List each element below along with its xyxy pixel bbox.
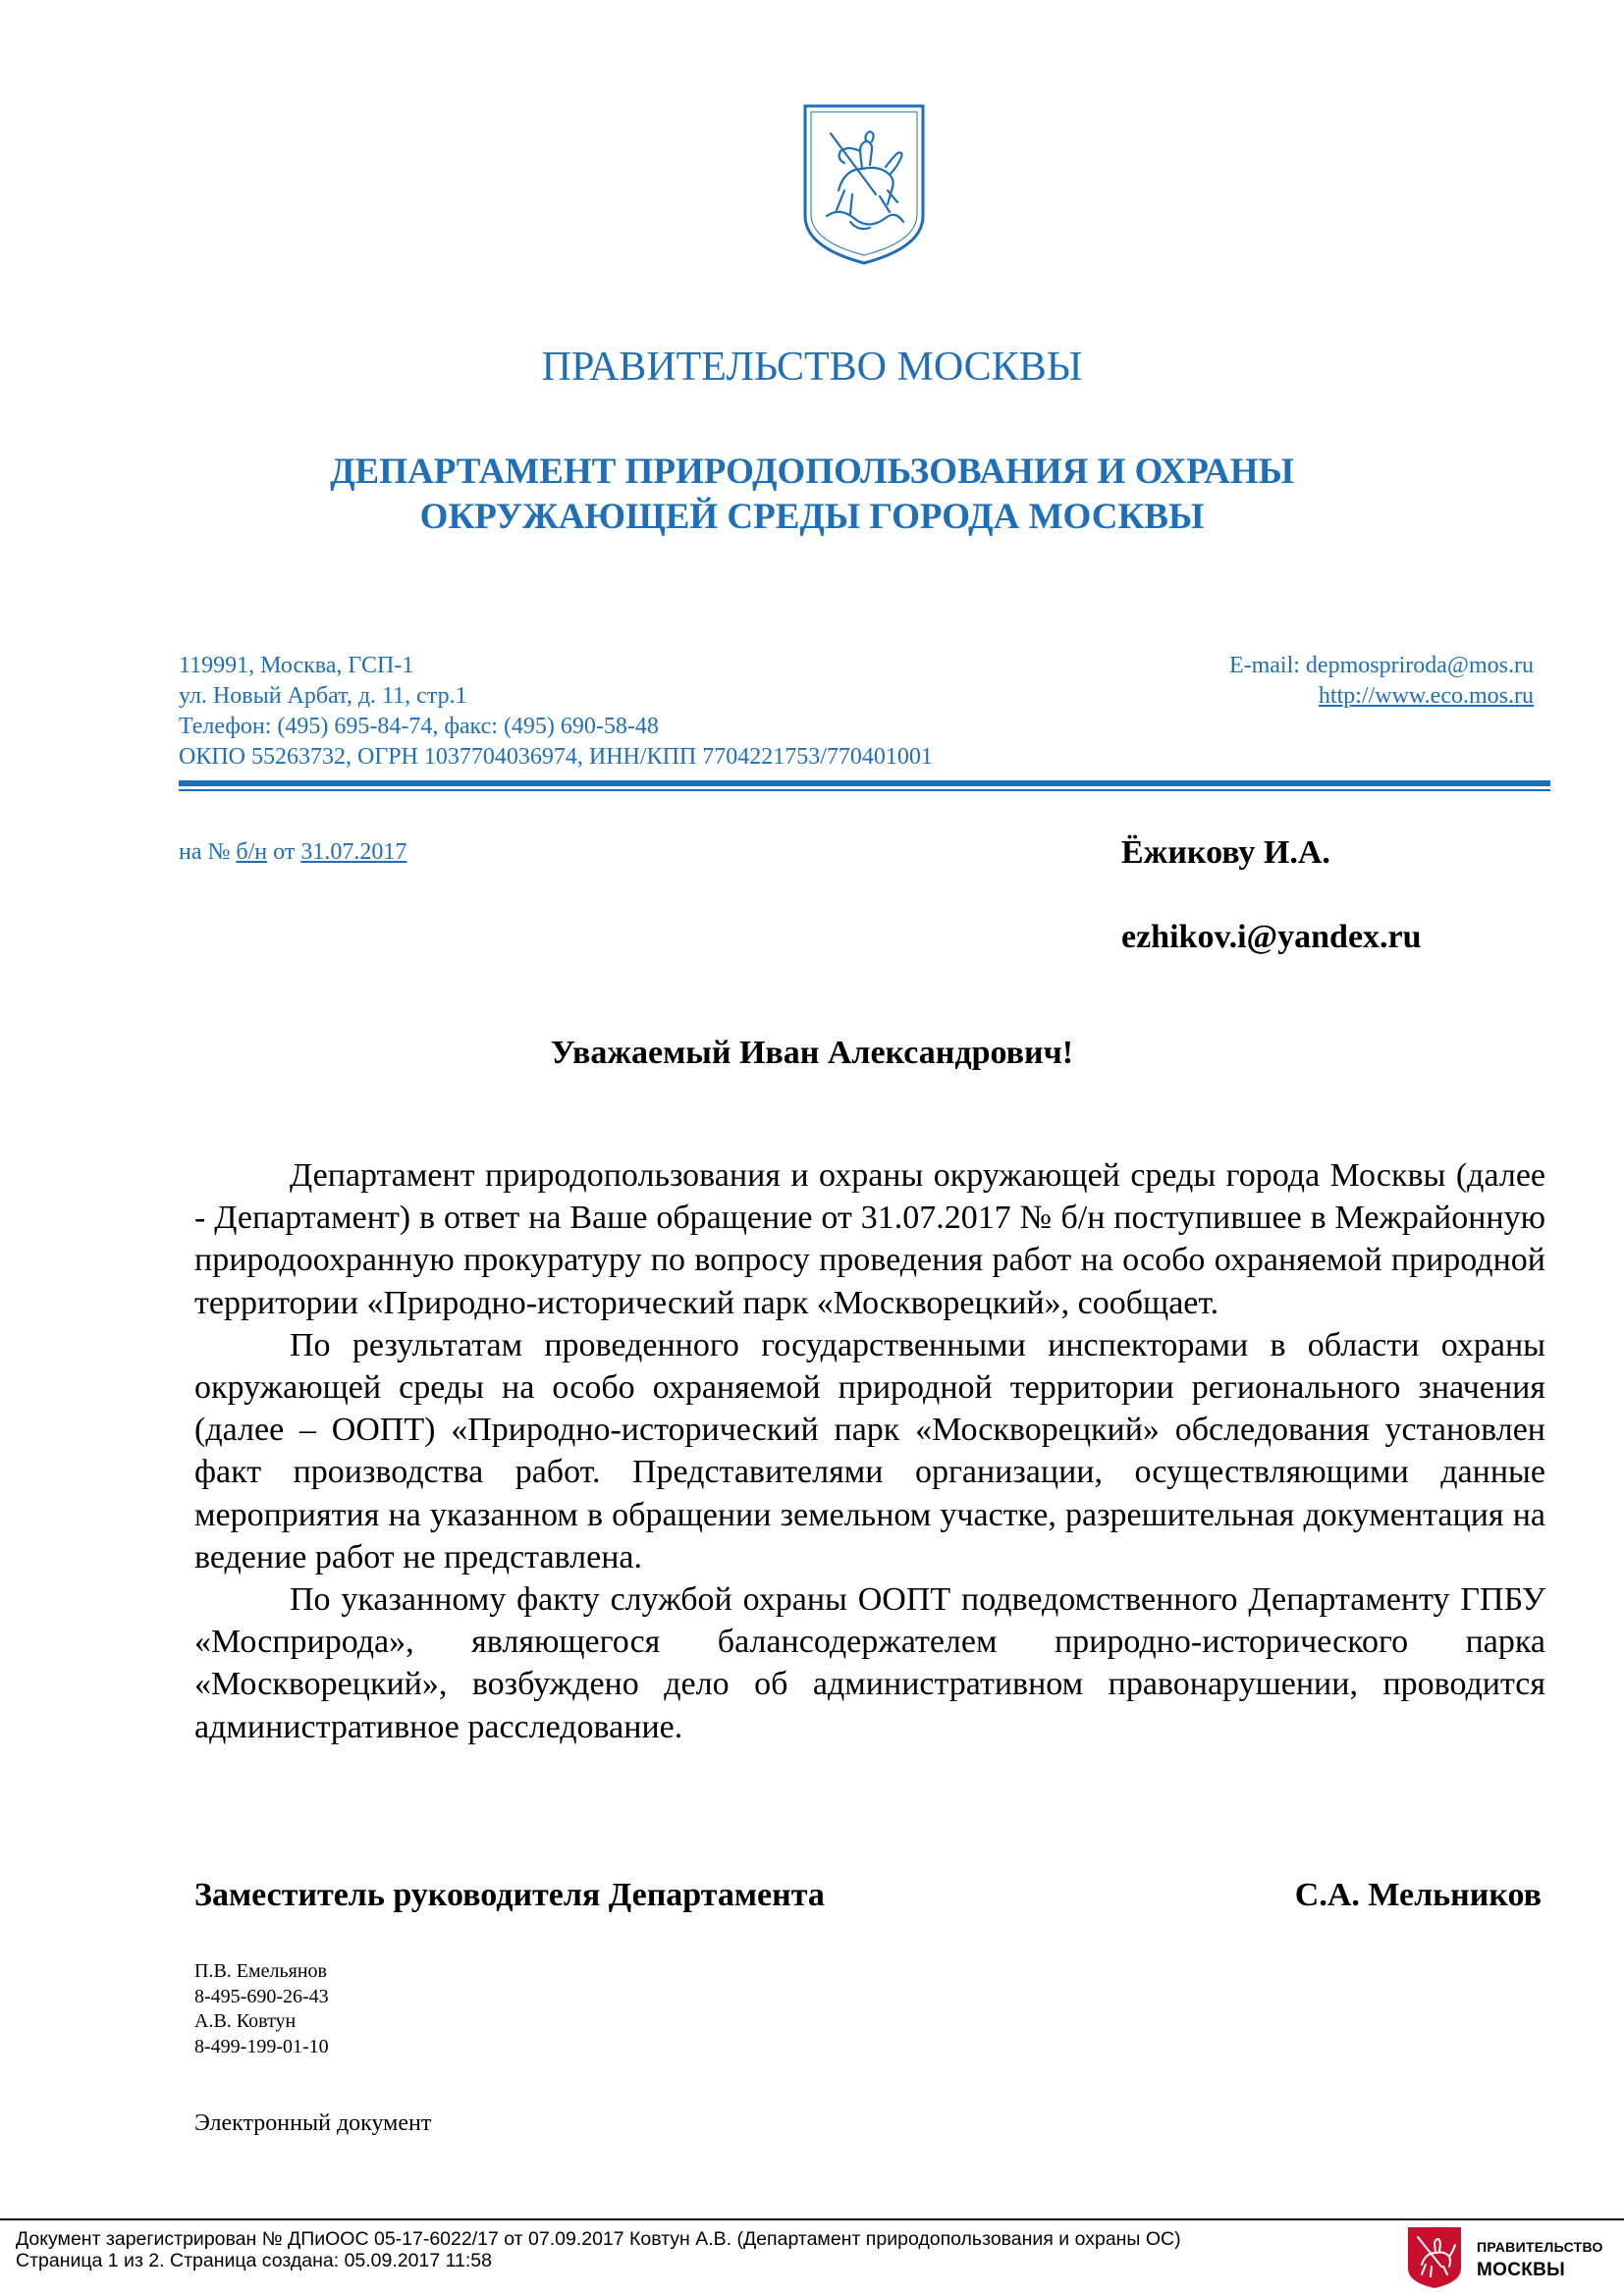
- registration-codes-line: ОКПО 55263732, ОГРН 1037704036974, ИНН/КПП 7704221753/770401001: [179, 744, 933, 770]
- reference-number: б/н: [236, 839, 268, 865]
- reference-prefix: на: [179, 839, 202, 865]
- email-text: E-mail: depmospriroda@mos.ru: [1228, 653, 1534, 678]
- header-divider-thick: [179, 780, 1550, 786]
- contact-links: [1229, 651, 1534, 712]
- footer-registration-line: Документ зарегистрирован № ДПиООС 05-17-6022/17 от 07.09.2017 Ковтун А.В. (Департамент природопользования и охраны ОС): [16, 2228, 1181, 2250]
- executor-line: 8-495-690-26-43: [194, 1985, 329, 2007]
- header-divider-thin: [179, 789, 1550, 791]
- reference-date: 31.07.2017: [300, 839, 407, 865]
- address-line-1: 119991, Москва, ГСП-1: [179, 653, 414, 678]
- body-paragraph: По указанному факту службой охраны ООПТ подведомственного Департаменту ГПБУ «Мосприрода», являющегося балансодержателем природно-исторического парка «Москворецкий», возбуждено дело об административном правонарушении, проводится административное расследование.: [194, 1581, 1545, 1745]
- executors-block: [194, 1959, 329, 2059]
- recipient-email: ezhikov.i@yandex.ru: [1121, 919, 1422, 955]
- moscow-coat-of-arms-icon: [801, 100, 927, 267]
- reference-number-sign: №: [207, 839, 231, 865]
- department-title-line-2: ОКРУЖАЮЩЕЙ СРЕДЫ ГОРОДА МОСКВЫ: [419, 497, 1205, 537]
- executor-line: А.В. Ковтун: [194, 2010, 297, 2032]
- government-title: ПРАВИТЕЛЬСТВО МОСКВЫ: [541, 345, 1083, 390]
- reference-date-label: от: [273, 839, 296, 865]
- footer-logo-line-2: МОСКВЫ: [1477, 2260, 1566, 2280]
- footer-page-line: Страница 1 из 2. Страница создана: 05.09.2017 11:58: [16, 2250, 492, 2271]
- footer-logo: [1406, 2221, 1617, 2292]
- executor-line: 8-499-199-01-10: [194, 2035, 329, 2057]
- moscow-government-logo-icon: [1406, 2225, 1463, 2290]
- body-paragraph: Департамент природопользования и охраны окружающей среды города Москвы (далее - Департамент) в ответ на Ваше обращение от 31.07.2017 № б/н поступившее в Межрайонную природоохранную прокуратуру по вопросу проведения работ на особо охраняемой природной территории «Природно-исторический парк «Москворецкий», сообщает.: [194, 1157, 1545, 1321]
- salutation: Уважаемый Иван Александрович!: [550, 1035, 1074, 1071]
- footer-logo-line-1: ПРАВИТЕЛЬСТВО: [1477, 2239, 1603, 2255]
- executor-line: П.В. Емельянов: [194, 1960, 327, 1982]
- footer-logo-text: [1477, 2235, 1603, 2282]
- registration-footer: [16, 2228, 1181, 2271]
- contact-block: [179, 651, 933, 773]
- department-title: [0, 450, 1624, 540]
- footer-divider: [0, 2218, 1624, 2220]
- body-paragraph: По результатам проведенного государственными инспекторами в области охраны окружающей среды на особо охраняемой природной территории регионального значения (далее – ООПТ) «Природно-исторический парк «Москворецкий» обследования установлен факт производства работ. Представителями организации, осуществляющими данные мероприятия на указанном в обращении земельном участке, разрешительная документация на ведение работ не представлена.: [194, 1326, 1545, 1575]
- phone-fax-line: Телефон: (495) 695-84-74, факс: (495) 690-58-48: [179, 714, 659, 739]
- letter-body: [194, 1154, 1545, 1748]
- address-line-2: ул. Новый Арбат, д. 11, стр.1: [179, 683, 467, 709]
- website-link[interactable]: http://www.eco.mos.ru: [1318, 683, 1534, 709]
- department-title-line-1: ДЕПАРТАМЕНТ ПРИРОДОПОЛЬЗОВАНИЯ И ОХРАНЫ: [330, 452, 1294, 492]
- recipient-name: Ёжикову И.А.: [1121, 834, 1330, 871]
- signer-title: Заместитель руководителя Департамента: [194, 1877, 825, 1913]
- electronic-document-note: Электронный документ: [194, 2110, 432, 2136]
- reference-line: [179, 837, 406, 867]
- signer-name: С.А. Мельников: [1294, 1877, 1542, 1913]
